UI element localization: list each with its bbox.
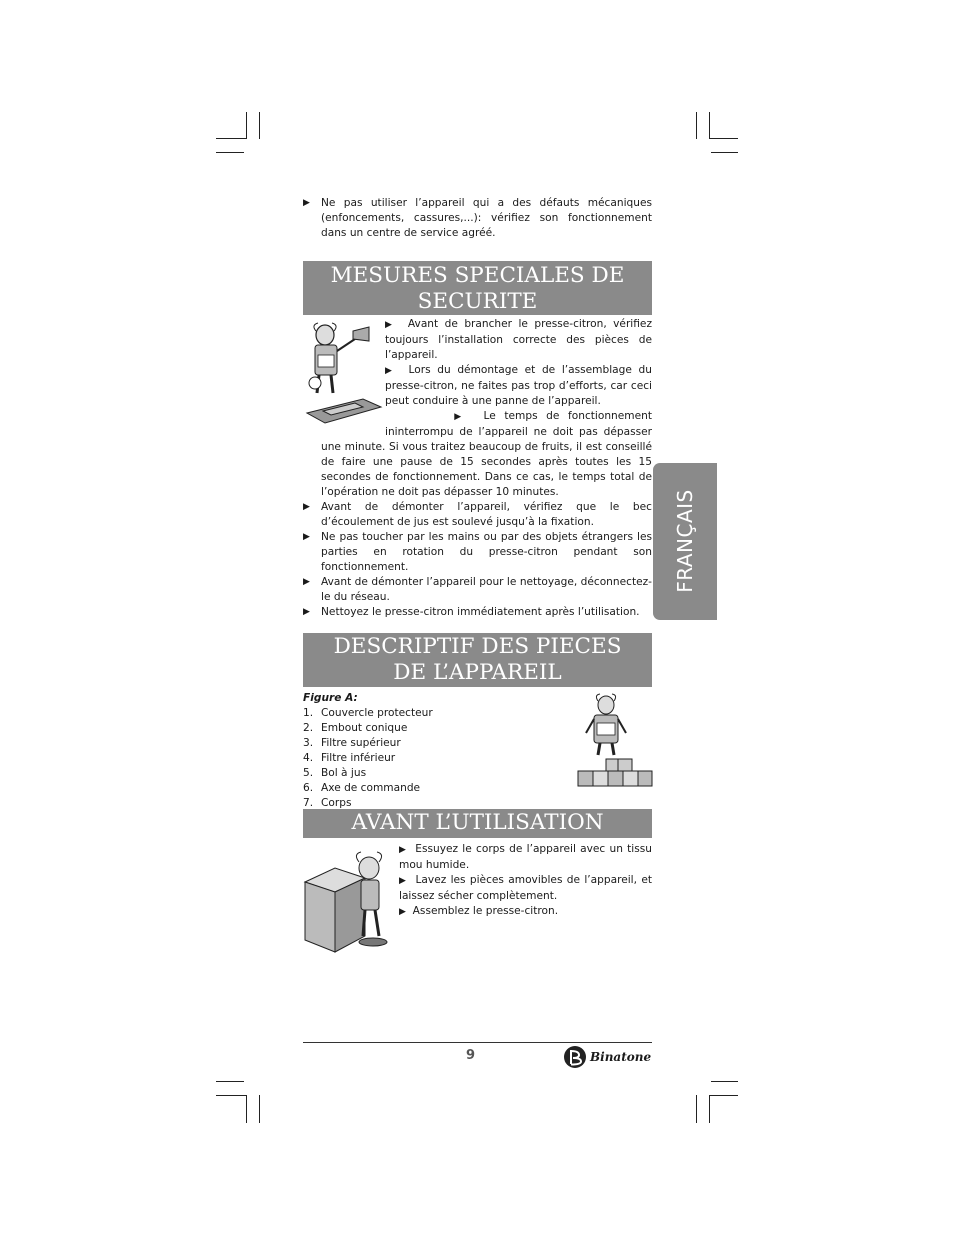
- list-item: 3. Filtre supérieur: [303, 737, 401, 749]
- triangle-right-icon: ▶: [385, 320, 396, 330]
- figure-label: Figure A:: [303, 692, 358, 704]
- triangle-right-icon: ▶: [399, 845, 407, 855]
- triangle-right-icon: ▶: [303, 577, 310, 587]
- page-number: 9: [466, 1048, 476, 1063]
- triangle-right-icon: ▶: [399, 907, 406, 917]
- triangle-right-icon: ▶: [303, 607, 310, 617]
- mascot-hairdryer-illustration: [303, 321, 385, 427]
- safety-item-5: ▶ Ne pas toucher par les mains ou par des objets étrangers les parties en rotation du presse-citron pendant son fonctionnement.: [303, 531, 652, 573]
- list-item: 6. Axe de commande: [303, 782, 421, 794]
- safety-item-7: ▶ Nettoyez le presse-citron immédiatement après l’utilisation.: [303, 606, 640, 618]
- triangle-right-icon: ▶: [399, 876, 407, 886]
- section-title-avant: AVANT L’UTILISATION: [303, 809, 652, 838]
- mascot-box-illustration: [303, 848, 399, 956]
- safety-item-6: ▶ Avant de démonter l’appareil pour le nettoyage, déconnectez-le du réseau.: [303, 576, 652, 603]
- language-tab: [653, 463, 717, 620]
- safety-item-1: ▶ Avant de brancher le presse-citron, vérifiez toujours l’installation correcte des pièces de l’appareil.: [385, 318, 653, 361]
- intro-bullet: ▶ Ne pas utiliser l’appareil qui a des défauts mécaniques (enfoncements, cassures,...): vérifiez son fonctionnement dans un centre de service agréé.: [303, 197, 652, 239]
- brand-name: Binatone: [590, 1050, 652, 1064]
- language-label: FRANÇAIS: [673, 489, 697, 593]
- brand-logo: [563, 1045, 652, 1073]
- section-title-descriptif: DESCRIPTIF DES PIECES DE L’APPAREIL: [303, 633, 652, 687]
- triangle-right-icon: ▶: [303, 198, 310, 208]
- safety-block: [303, 317, 652, 500]
- safety-item-2: ▶ Lors du démontage et de l’assemblage du presse-citron, ne faites pas trop d’efforts, car ceci peut conduire à une panne de l’appareil.: [385, 364, 652, 407]
- list-item: 2. Embout conique: [303, 722, 408, 734]
- section-title-securite: MESURES SPECIALES DE SECURITE: [303, 261, 652, 315]
- avant-block: [303, 842, 652, 920]
- triangle-right-icon: ▶: [385, 366, 396, 376]
- list-item: 5. Bol à jus: [303, 767, 367, 779]
- list-item: 1. Couvercle protecteur: [303, 707, 433, 719]
- triangle-right-icon: ▶: [303, 502, 310, 512]
- list-item: 4. Filtre inférieur: [303, 752, 396, 764]
- triangle-right-icon: ▶: [303, 532, 310, 542]
- list-item: 7. Corps: [303, 797, 352, 809]
- avant-item-2: ▶ Lavez les pièces amovibles de l’appareil, et laissez sécher complètement.: [399, 874, 652, 902]
- triangle-right-icon: ▶: [449, 412, 467, 422]
- page-content: [303, 196, 652, 920]
- avant-item-1: ▶ Essuyez le corps de l’appareil avec un tissu mou humide.: [399, 843, 652, 871]
- mascot-blocks-illustration: [576, 693, 654, 791]
- avant-item-3: ▶ Assemblez le presse-citron.: [399, 905, 559, 917]
- footer-divider: [303, 1042, 652, 1043]
- parts-block: [303, 691, 652, 809]
- safety-item-3: ▶ Le temps de fonctionnement ininterrompu de l’appareil ne doit pas dépasser une minute. Si vous traitez beaucoup de fruits, il est conseillé de faire une pause de 15 secondes après toutes les 15 secondes de fonctionnement. Dans ce cas, le temps total de l’opération ne doit pas dépasser 10 minutes.: [321, 410, 652, 498]
- binatone-logo-icon: [563, 1045, 587, 1069]
- safety-item-4: ▶ Avant de démonter l’appareil, vérifiez que le bec d’écoulement de jus est soulevé jusqu’à la fixation.: [303, 501, 652, 528]
